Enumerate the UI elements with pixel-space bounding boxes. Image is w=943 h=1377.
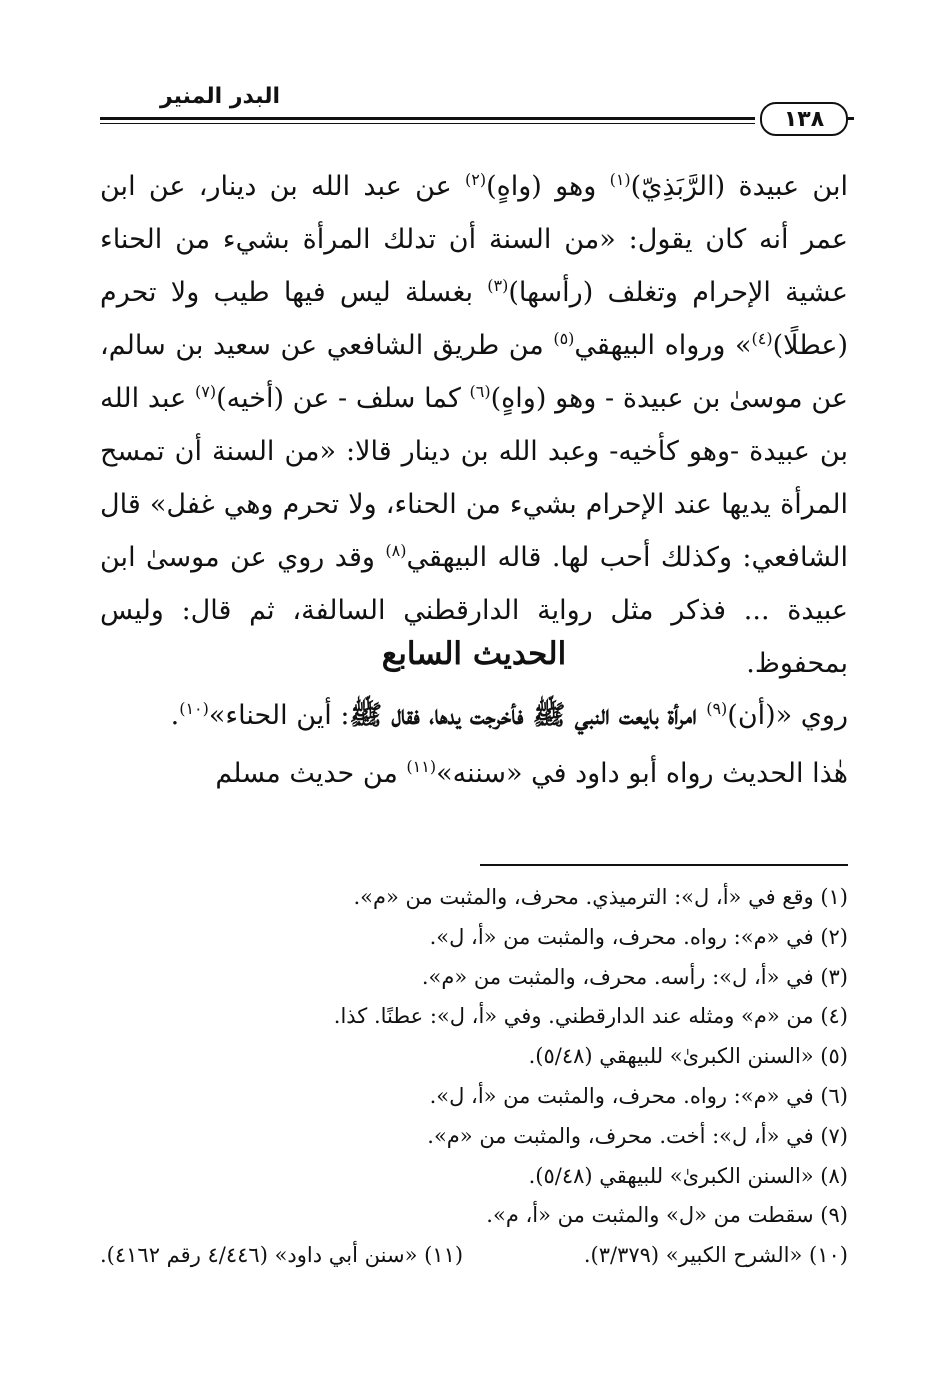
header-rule-tail [848, 117, 854, 120]
text-run: بغسلة ليس فيها طيب ولا تحرم (عطلًا) [100, 277, 848, 361]
hadith-tail: : أين الحناء» [208, 700, 350, 731]
text-run: هٰذا الحديث رواه أبو داود في «سننه» [436, 758, 848, 789]
footnote: (٣) في «أ، ل»: رأسه. محرف، والمثبت من «م». [421, 964, 848, 989]
footnote-ref: (٩) [706, 699, 728, 718]
footnote-ref: (٤) [751, 329, 773, 348]
hadith-lead: روي «(أن) [727, 700, 848, 731]
footnote-ref: (٥) [553, 329, 575, 348]
footnote: (٥) «السنن الكبرىٰ» للبيهقي (٥/٤٨). [528, 1044, 848, 1069]
footnote-ref: (١٠) [179, 699, 209, 718]
main-paragraph [100, 160, 848, 690]
footnote: (٢) في «م»: رواه. محرف، والمثبت من «أ، ل». [429, 924, 848, 949]
footnote-ref: (١) [609, 170, 631, 189]
footnote-ref: (٦) [469, 382, 491, 401]
footnote: (١١) «سنن أبي داود» (٤/٤٤٦ رقم ٤١٦٢). [100, 1243, 464, 1268]
text-run: عن عبد الله بن دينار، عن ابن عمر أنه كان يقول: «من السنة أن تدلك المرأة بشيء من الحناء عشية الإحرام وتغلف (رأسها) [100, 171, 849, 308]
text-run: عبد الله بن عبيدة -وهو كأخيه- وعبد الله بن دينار قالا: «من السنة أن تمسح المرأة يديها عند الإحرام بشيء من الحناء، ولا تحرم وهي غفل» قال الشافعي: وكذلك أحب لها. قاله البيهقي [100, 383, 849, 573]
text-run: كما سلف - عن (أخيه) [216, 383, 470, 414]
text-run: من طريق الشافعي عن سعيد بن سالم، عن موسىٰ بن عبيدة - وهو (واهٍ) [100, 330, 848, 414]
footnote-row [100, 1236, 848, 1276]
footnote: (٨) «السنن الكبرىٰ» للبيهقي (٥/٤٨). [528, 1163, 848, 1188]
footnote-ref: (١١) [406, 757, 437, 776]
text-run: من حديث مسلم [215, 758, 407, 789]
text-run: ابن عبيدة (الرَّبَذِيّ) [630, 171, 848, 202]
footnote: (٦) في «م»: رواه. محرف، والمثبت من «أ، ل». [429, 1083, 848, 1108]
header-rule-thin [100, 123, 755, 124]
section-heading: الحديث السابع [381, 636, 567, 672]
header-rule [100, 117, 755, 120]
page-header [100, 84, 850, 140]
hadith-end: . [170, 700, 180, 731]
footnotes [100, 878, 848, 1276]
footnote: (١) وقع في «أ، ل»: الترميذي. محرف، والمثبت من «م». [353, 885, 848, 909]
footnote: (٩) سقطت من «ل» والمثبت من «أ، م». [486, 1203, 848, 1228]
running-title: البدر المنير [160, 84, 281, 109]
footnote-ref: (٣) [487, 276, 509, 295]
hadith-text: امرأة بايعت النبي ﷺ فأخرجت يدها، فقال ﷺ [349, 700, 707, 731]
page-number: ١٣٨ [760, 102, 848, 136]
footnote-ref: (٨) [385, 541, 407, 560]
footnote-ref: (٧) [195, 382, 217, 401]
footnote: (٧) في «أ، ل»: أخت. محرف، والمثبت من «م». [427, 1123, 848, 1148]
footnote: (٤) من «م» ومثله عند الدارقطني. وفي «أ، ل»: عطنًا. كذا. [333, 1004, 848, 1029]
text-run: وقد روي عن موسىٰ ابن عبيدة ... فذكر مثل رواية الدارقطني السالفة، ثم قال: وليس بمحفوظ. [100, 542, 848, 679]
footnote: (١٠) «الشرح الكبير» (٣/٣٧٩). [583, 1243, 848, 1268]
text-run: وهو (واهٍ) [486, 171, 610, 202]
footnote-ref: (٢) [464, 170, 487, 189]
hadith-block [100, 690, 848, 806]
footnote-separator [480, 864, 848, 866]
text-run: » ورواه البيهقي [574, 330, 752, 361]
